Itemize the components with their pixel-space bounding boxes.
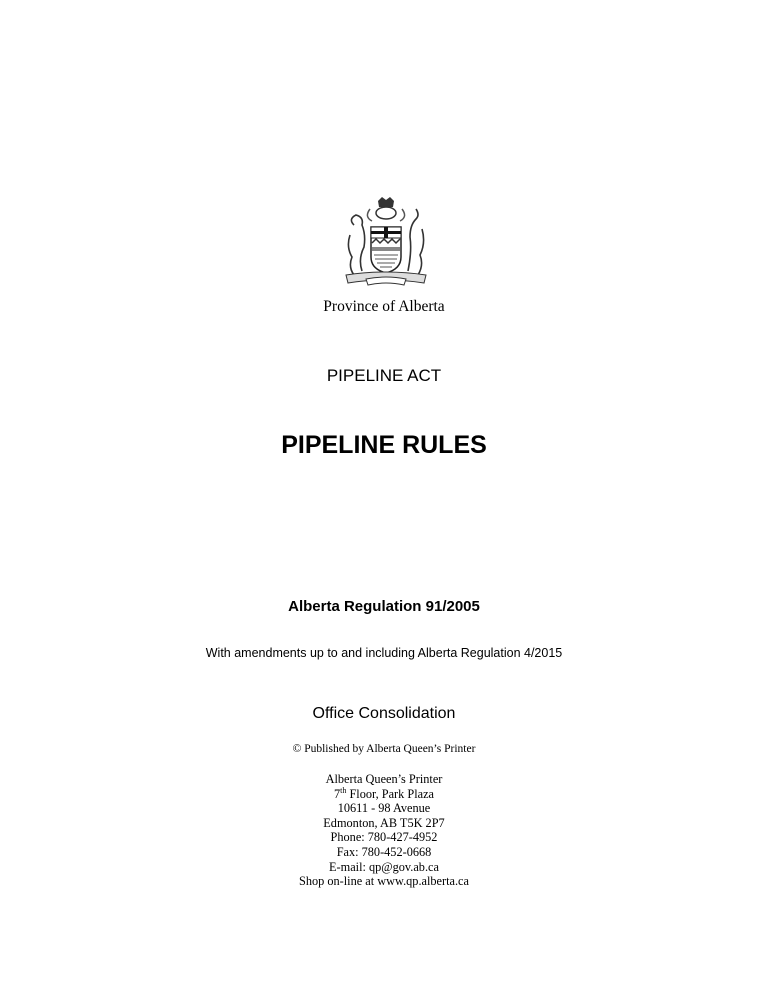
copyright-notice: © Published by Alberta Queen’s Printer bbox=[292, 743, 476, 755]
publisher-email: E-mail: qp@gov.ab.ca bbox=[329, 859, 439, 874]
floor-suffix: th bbox=[340, 785, 347, 795]
publisher-shop: Shop on-line at www.qp.alberta.ca bbox=[299, 874, 469, 889]
document-title: PIPELINE RULES bbox=[281, 431, 487, 459]
publisher-street: 10611 - 98 Avenue bbox=[337, 801, 431, 816]
publisher-fax: Fax: 780-452-0668 bbox=[336, 844, 432, 859]
publisher-name: Alberta Queen’s Printer bbox=[325, 772, 443, 786]
floor-number: 7 bbox=[333, 786, 341, 801]
publisher-floor bbox=[0, 787, 768, 802]
publisher-address bbox=[0, 772, 768, 889]
publisher-phone: Phone: 780-427-4952 bbox=[330, 830, 438, 845]
act-name: PIPELINE ACT bbox=[326, 366, 442, 385]
amendments-note: With amendments up to and including Alberta Regulation 4/2015 bbox=[205, 646, 563, 660]
publisher-city: Edmonton, AB T5K 2P7 bbox=[323, 815, 445, 830]
regulation-number: Alberta Regulation 91/2005 bbox=[288, 598, 480, 615]
floor-text: Floor, Park Plaza bbox=[346, 786, 434, 801]
province-name: Province of Alberta bbox=[323, 298, 445, 315]
alberta-coat-of-arms-logo bbox=[336, 195, 436, 290]
consolidation-label: Office Consolidation bbox=[312, 705, 456, 722]
